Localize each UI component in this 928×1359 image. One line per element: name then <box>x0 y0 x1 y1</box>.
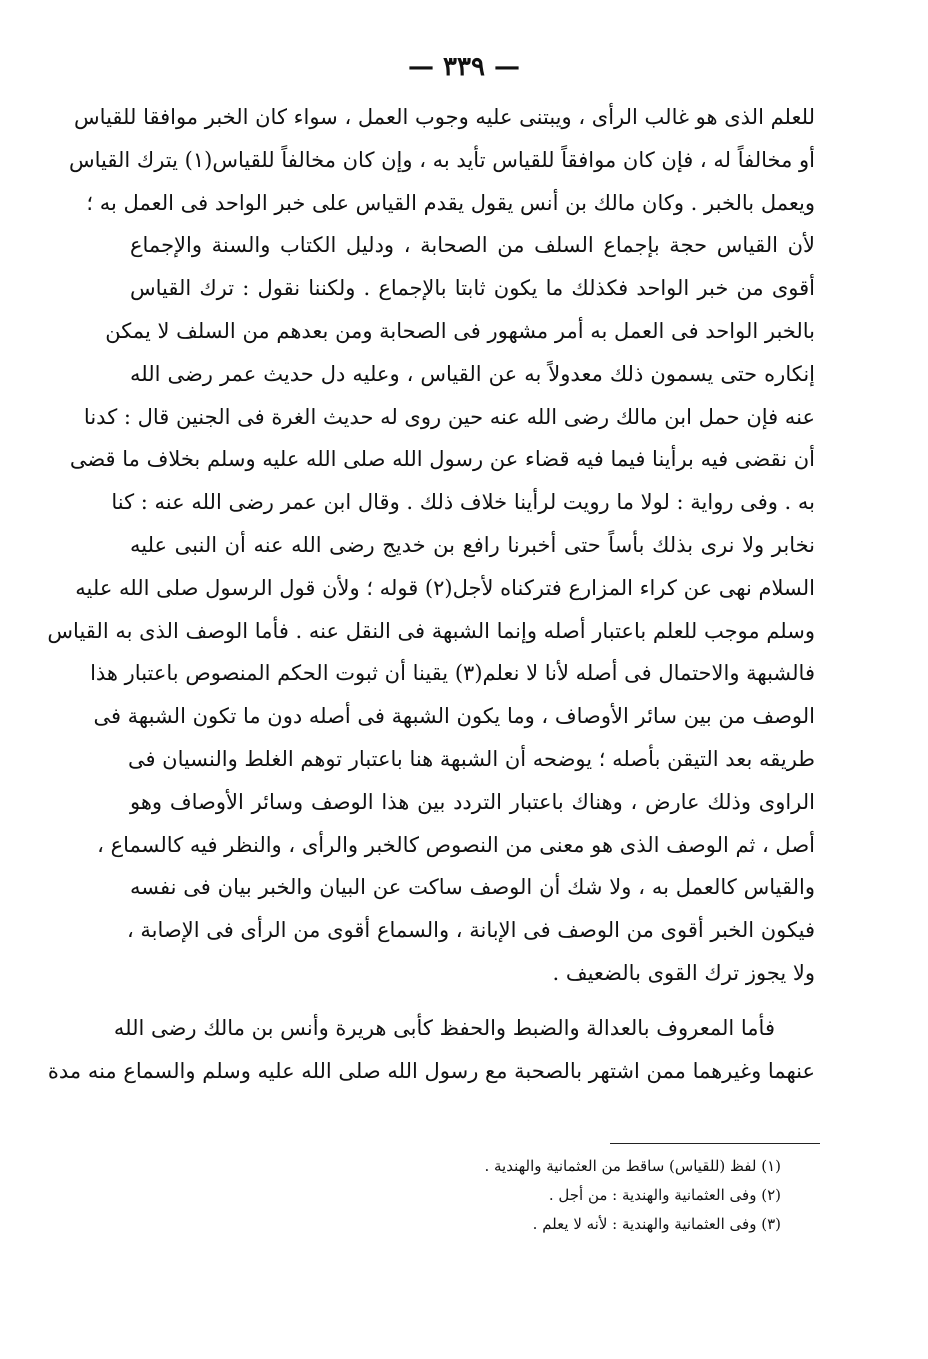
text-line: ولا يجوز ترك القوى بالضعيف . <box>552 960 815 985</box>
text-line: ويعمل بالخبر . وكان مالك بن أنس يقول يقدم القياس على خبر الواحد فى العمل به ؛ <box>86 190 815 215</box>
text-line: لأن القياس حجة بإجماع السلف من الصحابة ، ودليل الكتاب والسنة والإجماع <box>130 233 815 258</box>
text-line: أو مخالفاً له ، فإن كان موافقاً للقياس تأيد به ، وإن كان مخالفاً للقياس(١) يترك القياس <box>68 147 815 172</box>
paragraph-line: عنهما وغيرهما ممن اشتهر بالصحبة مع رسول الله صلى الله عليه وسلم والسماع منه مدة <box>47 1058 815 1083</box>
text-line: إنكاره حتى يسمون ذلك معدولاً به عن القياس ، وعليه دل حديث عمر رضى الله <box>130 361 815 386</box>
footnote: (١) لفظ (للقياس) ساقط من العثمانية والهندية . <box>484 1157 781 1175</box>
text-line: أصل ، ثم الوصف الذى هو معنى من النصوص كالخبر والرأى ، والنظر فيه كالسماع ، <box>97 832 815 857</box>
text-line: السلام نهى عن كراء المزارع فتركناه لأجل(٢) قوله ؛ ولأن قول الرسول صلى الله عليه <box>75 575 815 600</box>
text-line: عنه فإن حمل ابن مالك رضى الله عنه حين روى له حديث الغرة فى الجنين قال : كدنا <box>83 404 815 429</box>
text-line: طريقه بعد التيقن بأصله ؛ يوضحه أن الشبهة هنا باعتبار توهم الغلط والنسيان فى <box>127 746 815 771</box>
footnote-divider <box>610 1143 820 1144</box>
footnotes <box>361 1152 781 1239</box>
page-number: — ٣٣٩ — <box>407 52 521 82</box>
footnote: (٢) وفى العثمانية والهندية : من أجل . <box>548 1186 781 1204</box>
footnote: (٣) وفى العثمانية والهندية : لأنه لا يعلم . <box>532 1215 781 1233</box>
text-line: فيكون الخبر أقوى من الوصف فى الإبانة ، والسماع أقوى من الرأى فى الإصابة ، <box>126 918 815 943</box>
text-line: والقياس كالعمل به ، ولا شك أن الوصف ساكت عن البيان والخبر بيان فى نفسه <box>130 875 815 900</box>
main-text <box>47 96 815 1092</box>
text-line: أقوى من خبر الواحد فكذلك ما يكون ثابتا بالإجماع . ولكننا نقول : ترك القياس <box>130 276 815 301</box>
paragraph-line: فأما المعروف بالعدالة والضبط والحفظ كأبى هريرة وأنس بن مالك رضى الله <box>113 1015 775 1040</box>
text-line: الوصف من بين سائر الأوصاف ، وما يكون الشبهة فى أصله دون ما تكون الشبهة فى <box>93 704 815 729</box>
text-line: فالشبهة والاحتمال فى أصله لأنا لا نعلم(٣) يقينا أن ثبوت الحكم المنصوص باعتبار هذا <box>90 661 815 686</box>
text-line: أن نقضى فيه برأينا فيما فيه قضاء عن رسول الله صلى الله عليه وسلم بخلاف ما قضى <box>69 447 815 472</box>
text-line: الراوى وذلك عارض ، وهناك باعتبار التردد بين هذا الوصف وسائر الأوصاف وهو <box>130 789 815 814</box>
text-line: نخابر ولا نرى بذلك بأساً حتى أخبرنا رافع بن خديج رضى الله عنه أن النبى عليه <box>130 532 815 557</box>
text-line: للعلم الذى هو غالب الرأى ، ويبتنى عليه وجوب العمل ، سواء كان الخبر موافقا للقياس <box>74 105 815 129</box>
text-line: وسلم موجب للعلم باعتبار أصله وإنما الشبهة فى النقل عنه . فأما الوصف الذى به القياس <box>47 618 815 643</box>
text-line: بالخبر الواحد فى العمل به أمر مشهور فى الصحابة ومن بعدهم من السلف لا يمكن <box>105 318 815 343</box>
text-line: به . وفى رواية : لولا ما رويت لرأينا خلاف ذلك . وقال ابن عمر رضى الله عنه : كنا <box>111 490 815 515</box>
